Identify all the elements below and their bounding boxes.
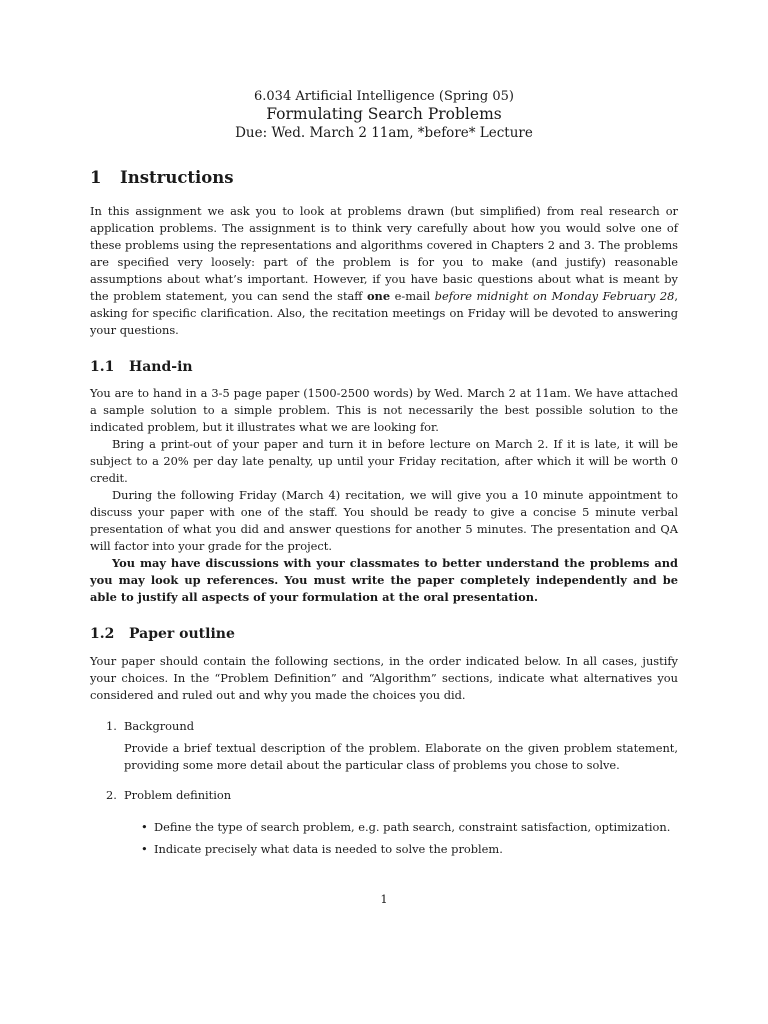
page-number: 1 (380, 892, 388, 906)
subsection-title: Hand-in (129, 359, 193, 375)
instructions-paragraph (90, 203, 678, 339)
instructions-text-2: e-mail (394, 289, 431, 303)
outline-item-background (90, 718, 678, 735)
bullet-item (141, 841, 678, 858)
hand-in-policy-bold (90, 555, 678, 606)
instructions-deadline-italic: before midnight on Monday February 28 (434, 289, 675, 303)
hand-in-paragraph-1: You are to hand in a 3-5 page paper (1500-2500 words) by Wed. March 2 at 11am. We have attached a sample solution to a simple problem. This is not necessarily the best possible solution to the indicated problem, but it illustrates what we are looking for. (90, 386, 678, 434)
bullet-icon: • (141, 820, 148, 834)
paper-outline-intro: Your paper should contain the following sections, in the order indicated below. In all cases, justify your choices. In the “Problem Definition” and “Algorithm” sections, indicate what alternatives you considered and ruled out and why you made the choices you did. (90, 654, 678, 702)
course-title: 6.034 Artificial Intelligence (Spring 05) (254, 89, 514, 104)
document-header (90, 88, 678, 143)
list-label: Problem definition (124, 788, 232, 802)
hand-in-paragraph-3: During the following Friday (March 4) recitation, we will give you a 10 minute appointment to discuss your paper with one of the staff. You should be ready to give a concise 5 minute verbal presentation of what you did and answer questions for another 5 minutes. The presentation and QA will factor into your grade for the project. (90, 488, 678, 553)
subsection-heading-paper-outline (90, 625, 678, 643)
outline-item-problem-definition (90, 787, 678, 804)
policy-bold-text: You may have discussions with your classmates to better understand the problems and you may look up references. You must write the paper completely independently and be able to justify all aspects of your formulation at the oral presentation. (90, 556, 678, 604)
subsection-number: 1.2 (90, 626, 115, 642)
document-page (90, 88, 678, 858)
instructions-text-1: In this assignment we ask you to look at problems drawn (but simplified) from real research or application problems. The assignment is to think very carefully about how you would solve one of these problems using the representations and algorithms covered in Chapters 2 and 3. The problems are specified very loosely: part of the problem is for you to make (and justify) reasonable assumptions about what’s important. However, if you have basic questions about what is meant by the problem statement, you can send the staff (90, 204, 678, 303)
section-number: 1 (90, 168, 102, 187)
subsection-heading-hand-in (90, 358, 678, 376)
list-number: 1. (106, 719, 117, 733)
bullet-icon: • (141, 842, 148, 856)
hand-in-paragraph-2: Bring a print-out of your paper and turn it in before lecture on March 2. If it is late, it will be subject to a 20% per day late penalty, up until your Friday recitation, after which it will be worth 0 credit. (90, 437, 678, 485)
list-number: 2. (106, 788, 117, 802)
section-heading-instructions (90, 167, 678, 189)
instructions-bold-one: one (366, 289, 391, 303)
subsection-number: 1.1 (90, 359, 115, 375)
subsection-title: Paper outline (129, 626, 235, 642)
bullet-text: Define the type of search problem, e.g. path search, constraint satisfaction, optimization. (154, 820, 671, 834)
list-label: Background (124, 719, 195, 733)
outline-item-background-body: Provide a brief textual description of the problem. Elaborate on the given problem statement, providing some more detail about the particular class of problems you chose to solve. (124, 741, 678, 772)
assignment-title: Formulating Search Problems (266, 105, 502, 123)
instructions-text-3: , asking for specific clarification. Also, the recitation meetings on Friday will be devoted to answering your questions. (90, 289, 679, 337)
due-date: Due: Wed. March 2 11am, *before* Lecture (235, 125, 533, 141)
bullet-text: Indicate precisely what data is needed to solve the problem. (154, 842, 503, 856)
section-title: Instructions (120, 168, 234, 187)
bullet-item (141, 819, 678, 836)
